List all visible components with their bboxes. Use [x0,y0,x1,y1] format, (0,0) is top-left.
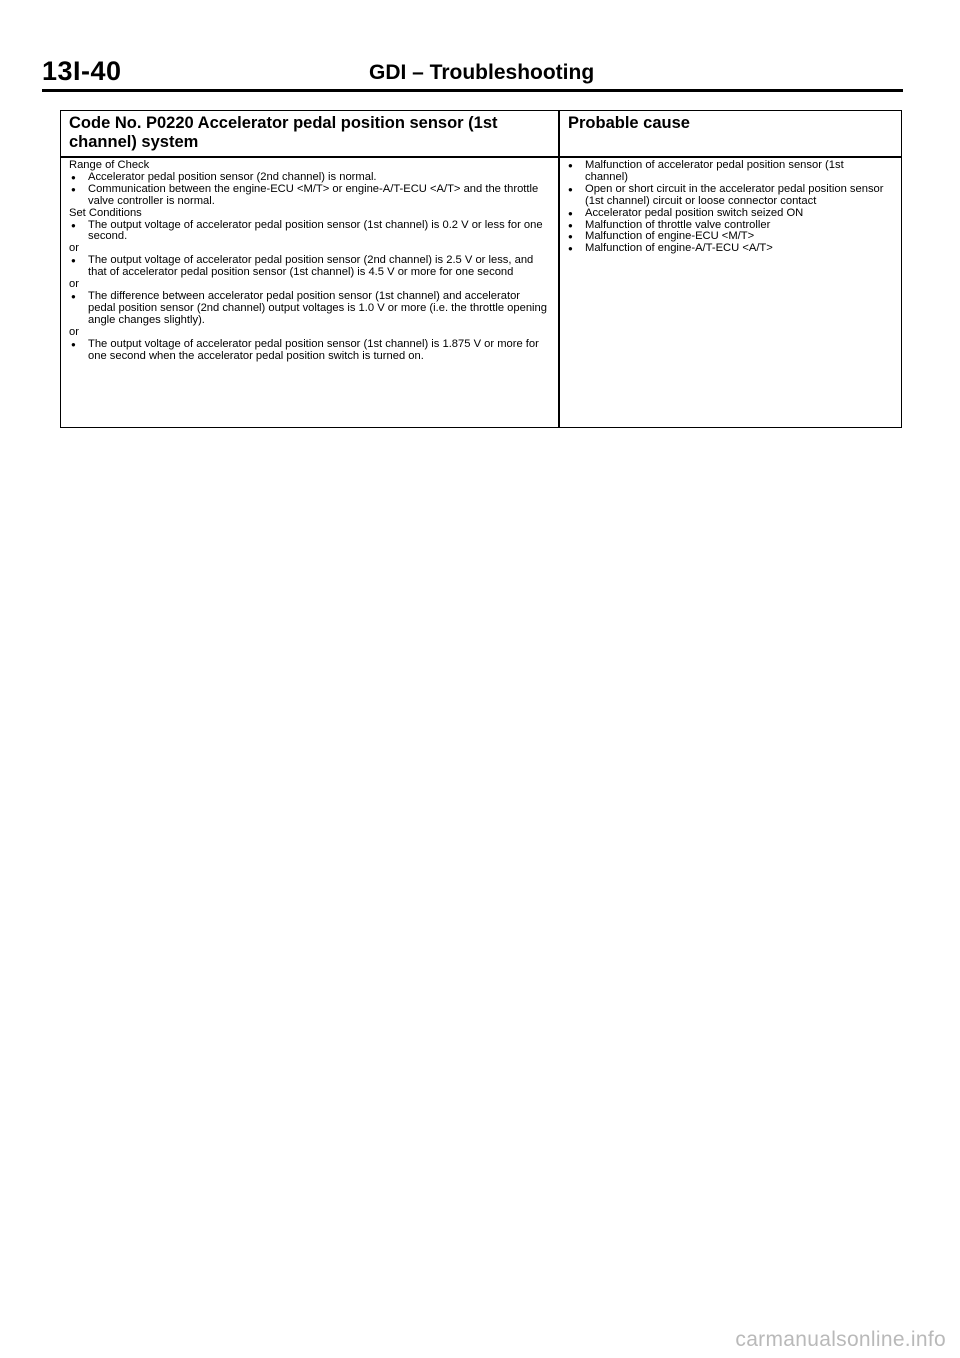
probable-cause-item: ● Malfunction of throttle valve controller [566,220,888,232]
dtc-heading: Code No. P0220 Accelerator pedal position sensor (1st channel) system [69,114,498,151]
or-separator: or [69,278,79,291]
or-separator: or [69,325,79,338]
probable-cause-item: ● Accelerator pedal position switch seized ON [566,208,888,220]
set-condition-item: ● The output voltage of accelerator pedal position sensor (1st channel) is 0.2 V or less for one second. [69,220,547,244]
set-condition-item: ● The output voltage of accelerator pedal position sensor (2nd channel) is 2.5 V or less, and that of accelerator pedal position sensor (1st channel) is 4.5 V or more for one second [69,255,547,279]
column-divider [558,111,560,427]
probable-cause-item: ● Malfunction of accelerator pedal position sensor (1st channel) [566,160,888,184]
probable-cause-heading: Probable cause [568,114,690,132]
row-divider [61,156,901,158]
range-of-check-label: Range of Check [69,159,150,171]
or-separator: or [69,242,79,255]
footer-watermark: carmanualsonline.info [735,1328,946,1351]
page-header [42,56,902,90]
probable-cause-item: ● Malfunction of engine-ECU <M/T> [566,231,888,243]
set-condition-item: ● The output voltage of accelerator pedal position sensor (1st channel) is 1.875 V or more for one second when the accelerator pedal position switch is turned on. [69,339,547,363]
probable-causes [566,160,888,255]
check-conditions [69,160,547,362]
set-conditions-label: Set Conditions [69,206,142,219]
set-condition-item: ● The difference between accelerator pedal position sensor (1st channel) and accelerator pedal position sensor (2nd channel) output voltages is 1.0 V or more (i.e. the throttle opening angle changes slightly). [69,291,547,327]
page-title: GDI – Troubleshooting [369,61,595,84]
probable-cause-item: ● Open or short circuit in the accelerator pedal position sensor (1st channel) circuit or loose connector contact [566,184,888,208]
probable-cause-item: ● Malfunction of engine-A/T-ECU <A/T> [566,243,888,255]
range-of-check-item: ● Accelerator pedal position sensor (2nd channel) is normal. [69,172,547,184]
page-number: 13I-40 [42,56,122,86]
dtc-table [60,110,902,428]
range-of-check-item: ● Communication between the engine-ECU <M/T> or engine-A/T-ECU <A/T> and the throttle valve controller is normal. [69,184,547,208]
header-rule [42,89,903,92]
